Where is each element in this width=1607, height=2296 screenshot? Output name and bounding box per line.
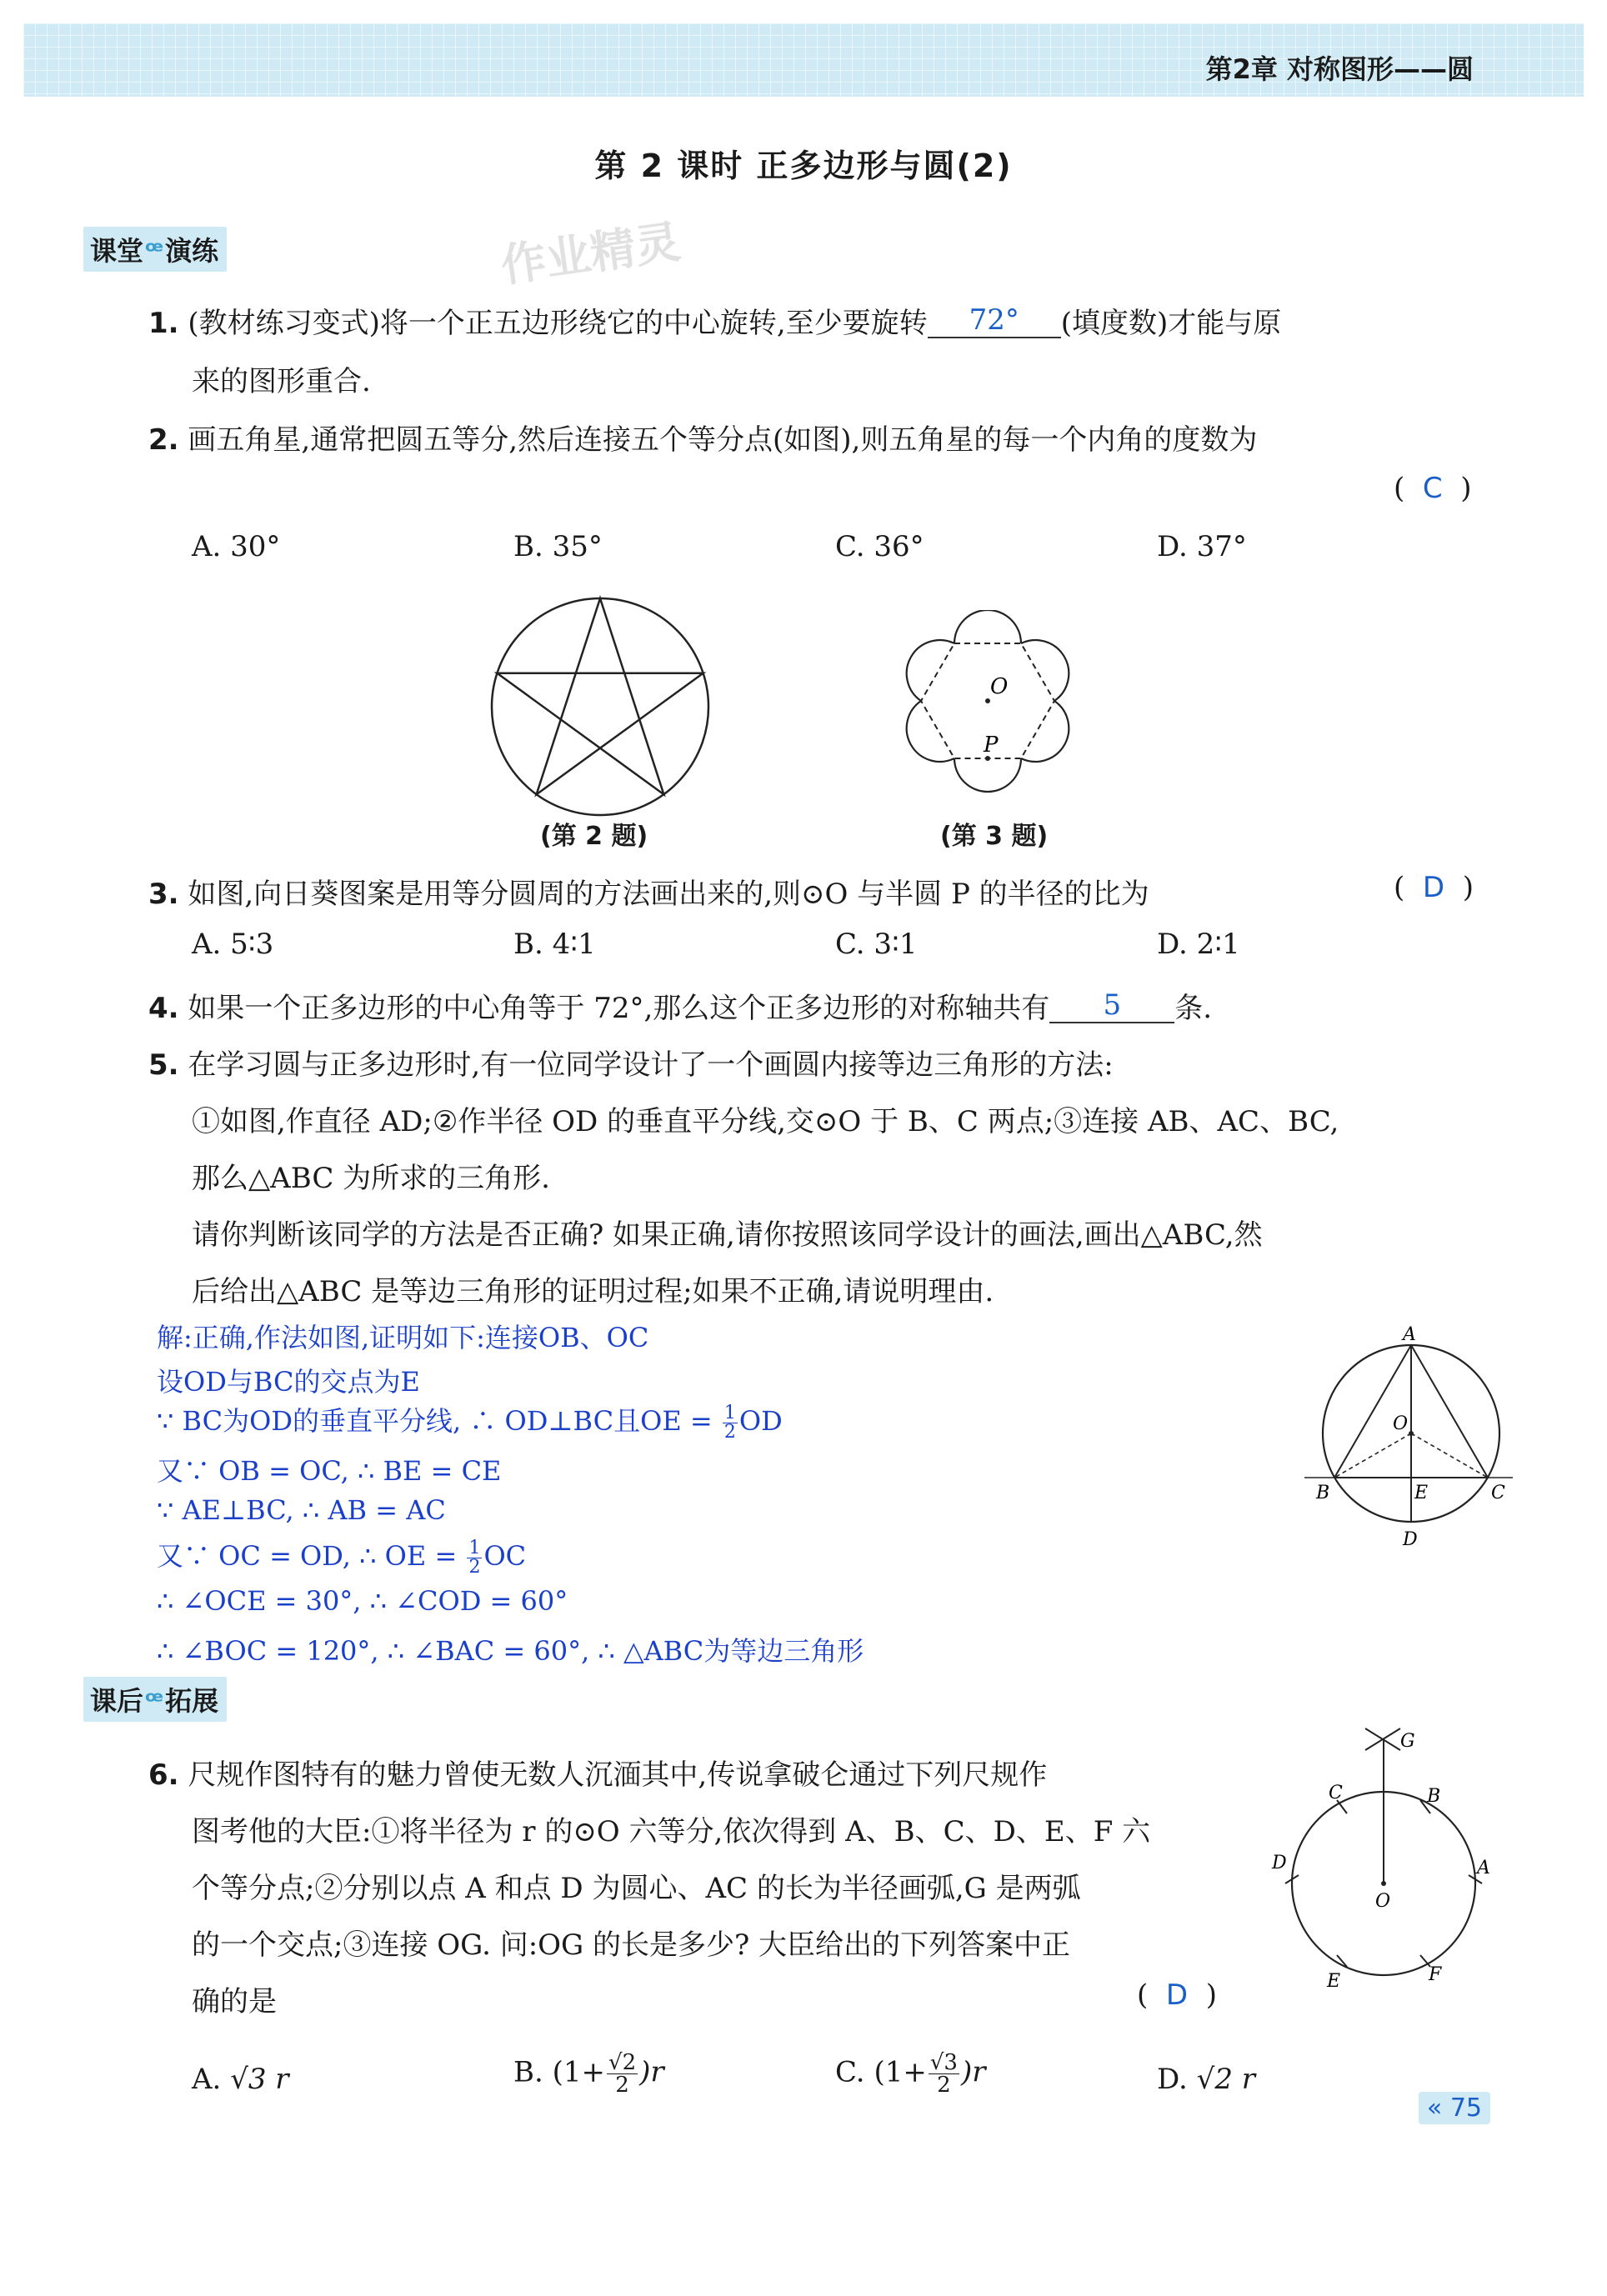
- page-number: « 75: [1419, 2092, 1490, 2124]
- label-a: A: [1477, 1858, 1490, 1878]
- question-text: 如图,向日葵图案是用等分圆周的方法画出来的,则⊙O 与半圆 P 的半径的比为: [188, 878, 1149, 911]
- question-text: 在学习圆与正多边形时,有一位同学设计了一个画圆内接等边三角形的方法:: [188, 1048, 1114, 1082]
- center-point: [1381, 1881, 1386, 1886]
- question-text: 尺规作图特有的魅力曾使无数人沉湎其中,传说拿破仑通过下列尺规作: [188, 1758, 1048, 1792]
- question-1-line-2: 来的图形重合.: [192, 365, 371, 398]
- question-number: 2.: [148, 423, 179, 457]
- choice-expression-pre: (1+: [874, 2055, 927, 2089]
- center-point: [1409, 1431, 1414, 1436]
- fraction: [723, 1404, 738, 1442]
- figure-2-caption: (第 2 题): [540, 822, 648, 851]
- question-text: (教材练习变式)将一个正五边形绕它的中心旋转,至少要旋转: [188, 307, 928, 340]
- question-6-line-2: 图考他的大臣:①将半径为 r 的⊙O 六等分,依次得到 A、B、C、D、E、F 六: [192, 1815, 1151, 1848]
- choice-a[interactable]: [192, 2063, 289, 2096]
- swirl-icon: ꟹ: [145, 235, 164, 267]
- label-d: D: [1272, 1853, 1287, 1873]
- sunflower-figure: [884, 610, 1092, 802]
- solution-text: ∵ BC为OD的垂直平分线, ∴ OD⊥BC且OE =: [157, 1405, 721, 1437]
- choice-expression-pre: (1+: [552, 2055, 605, 2089]
- question-text: 条.: [1174, 992, 1213, 1025]
- label-o: O: [990, 674, 1009, 699]
- fraction-denominator: 2: [615, 2073, 629, 2098]
- answer-bracket-2: ( C ): [1394, 472, 1472, 505]
- section-tag-part-a: 课堂: [90, 235, 144, 267]
- section-tag-part-a: 课后: [90, 1685, 144, 1717]
- question-text: (填度数)才能与原: [1060, 307, 1282, 340]
- question-number: 5.: [148, 1048, 179, 1082]
- solution-text: OC: [483, 1540, 527, 1572]
- petal-arc: [1021, 640, 1069, 701]
- question-text: 画五角星,通常把圆五等分,然后连接五个等分点(如图),则五角星的每一个内角的度数为: [188, 423, 1258, 457]
- segment-ab: [1334, 1345, 1411, 1478]
- label-g: G: [1400, 1731, 1415, 1752]
- circle: [492, 598, 708, 815]
- page-number-value: 75: [1449, 2093, 1482, 2123]
- question-6-line-4: 的一个交点;③连接 OG. 问:OG 的长是多少? 大臣给出的下列答案中正: [192, 1928, 1071, 1962]
- label-c: C: [1491, 1483, 1505, 1503]
- choice-a[interactable]: A. 5∶3: [192, 928, 274, 961]
- fraction-numerator: √3: [929, 2050, 958, 2075]
- napoleon-construction-figure: [1267, 1725, 1517, 2000]
- question-number: 4.: [148, 992, 179, 1025]
- choice-d[interactable]: D. 2∶1: [1157, 928, 1240, 961]
- label-d: D: [1403, 1529, 1418, 1550]
- fraction-numerator: 1: [468, 1538, 481, 1558]
- label-a: A: [1403, 1325, 1416, 1345]
- petal-arc: [907, 640, 954, 701]
- question-6-line-1: [148, 1752, 1047, 1793]
- answer-bracket-6: ( D ): [1137, 1978, 1217, 2012]
- question-5-line-5: 后给出△ABC 是等边三角形的证明过程;如果不正确,请说明理由.: [192, 1275, 994, 1308]
- choice-c[interactable]: C. 36°: [835, 530, 924, 563]
- section-tag-part-b: 演练: [165, 235, 219, 267]
- question-6-line-5: 确的是: [192, 1985, 277, 2018]
- chapter-title: 第2章 对称图形——圆: [1205, 53, 1474, 85]
- question-number: 3.: [148, 878, 179, 911]
- question-5-line-3: 那么△ABC 为所求的三角形.: [192, 1162, 550, 1195]
- petal-arc: [1021, 701, 1069, 762]
- solution-line-6: [157, 1535, 526, 1577]
- choice-label: C.: [835, 2055, 865, 2089]
- segment-oc-dashed: [1411, 1433, 1488, 1478]
- answer-blank[interactable]: 5: [1049, 988, 1174, 1023]
- question-1-line-1: [148, 300, 1281, 342]
- question-3-line-1: [148, 871, 1149, 912]
- label-o: O: [1375, 1891, 1391, 1912]
- label-e: E: [1327, 1971, 1341, 1992]
- label-e: E: [1414, 1483, 1429, 1503]
- fraction: [929, 2052, 959, 2096]
- choice-c[interactable]: C. 3∶1: [835, 928, 918, 961]
- choice-b[interactable]: B. 35°: [513, 530, 603, 563]
- solution-line-8: ∴ ∠BOC = 120°, ∴ ∠BAC = 60°, ∴ △ABC为等边三角形: [157, 1635, 864, 1667]
- segment-ob-dashed: [1334, 1433, 1411, 1478]
- answer-choice[interactable]: D: [1165, 1978, 1189, 2012]
- question-number: 6.: [148, 1758, 179, 1792]
- solution-line-3: [157, 1400, 783, 1442]
- choice-c[interactable]: [835, 2052, 985, 2096]
- choice-expression: √2 r: [1196, 2063, 1256, 2096]
- petal-arc: [907, 701, 954, 762]
- label-o: O: [1393, 1413, 1409, 1434]
- swirl-icon: ꟹ: [145, 1685, 164, 1717]
- five-point-star: [497, 598, 703, 794]
- choice-d[interactable]: [1157, 2063, 1255, 2096]
- question-4-line-1: [148, 985, 1212, 1027]
- watermark: 作业精灵: [498, 215, 683, 293]
- solution-line-7: ∴ ∠OCE = 30°, ∴ ∠COD = 60°: [157, 1585, 568, 1617]
- fraction-denominator: 2: [937, 2073, 951, 2098]
- question-5-line-1: [148, 1042, 1114, 1083]
- choice-label: D.: [1157, 2063, 1188, 2096]
- choice-expression: √3 r: [230, 2063, 289, 2096]
- label-b: B: [1316, 1483, 1330, 1503]
- label-p: P: [984, 733, 999, 758]
- petal-arc: [954, 610, 1021, 643]
- solution-line-5: ∵ AE⊥BC, ∴ AB = AC: [157, 1494, 446, 1526]
- fraction-numerator: 1: [723, 1403, 736, 1423]
- triangle-circle-figure: [1304, 1325, 1521, 1575]
- choice-a[interactable]: A. 30°: [192, 530, 281, 563]
- figure-3-caption: (第 3 题): [940, 822, 1049, 851]
- segment-ac: [1411, 1345, 1488, 1478]
- answer-bracket-3: ( D ): [1394, 871, 1474, 904]
- lesson-title: 第 2 课时 正多边形与圆(2): [594, 148, 1013, 184]
- choice-label: B.: [513, 2055, 543, 2089]
- question-6-line-3: 个等分点;②分别以点 A 和点 D 为圆心、AC 的长为半径画弧,G 是两弧: [192, 1872, 1081, 1905]
- section-tag-part-b: 拓展: [165, 1685, 219, 1717]
- section-tag-extension: [83, 1677, 227, 1722]
- label-f: F: [1429, 1964, 1442, 1985]
- solution-text: OD: [738, 1405, 783, 1437]
- solution-line-2: 设OD与BC的交点为E: [157, 1366, 420, 1398]
- fraction: [467, 1539, 482, 1577]
- solution-text: 又∵ OC = OD, ∴ OE =: [157, 1540, 466, 1572]
- question-5-line-4: 请你判断该同学的方法是否正确? 如果正确,请你按照该同学设计的画法,画出△ABC,然: [192, 1218, 1263, 1252]
- answer-choice[interactable]: C: [1422, 472, 1443, 505]
- petal-arc: [954, 758, 1021, 792]
- solution-line-4: 又∵ OB = OC, ∴ BE = CE: [157, 1455, 502, 1487]
- question-text: 如果一个正多边形的中心角等于 72°,那么这个正多边形的对称轴共有: [188, 992, 1050, 1025]
- answer-choice[interactable]: D: [1422, 871, 1445, 904]
- choice-label: A.: [192, 2063, 222, 2096]
- choice-expression-post: )r: [960, 2055, 986, 2089]
- choice-b[interactable]: B. 4∶1: [513, 928, 596, 961]
- fraction-denominator: 2: [723, 1422, 736, 1443]
- choice-expression-post: )r: [639, 2055, 664, 2089]
- answer-blank[interactable]: 72°: [928, 303, 1061, 338]
- question-5-line-2: ①如图,作直径 AD;②作半径 OD 的垂直平分线,交⊙O 于 B、C 两点;③连接 AB、AC、BC,: [192, 1105, 1339, 1138]
- label-b: B: [1427, 1786, 1441, 1807]
- pentagram-figure: [483, 590, 717, 823]
- choice-b[interactable]: [513, 2052, 664, 2096]
- section-tag-practice: [83, 227, 227, 272]
- question-2-line-1: [148, 417, 1257, 458]
- fraction: [607, 2052, 638, 2096]
- label-c: C: [1329, 1783, 1343, 1803]
- solution-line-1: 解:正确,作法如图,证明如下:连接OB、OC: [157, 1322, 649, 1353]
- question-number: 1.: [148, 307, 179, 340]
- fraction-numerator: √2: [608, 2050, 637, 2075]
- fraction-denominator: 2: [468, 1557, 481, 1578]
- choice-d[interactable]: D. 37°: [1157, 530, 1247, 563]
